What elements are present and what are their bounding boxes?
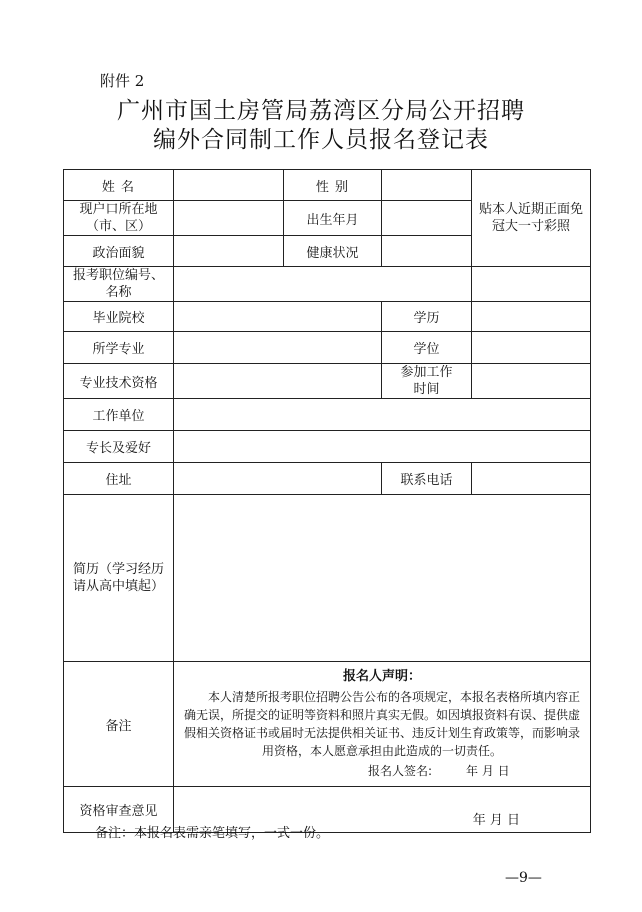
school-field[interactable] [174,302,382,332]
skills-field[interactable] [174,431,591,463]
review-date: 年 月 日 [472,813,520,828]
attachment-label: 附件 2 [100,72,145,90]
qualification-label: 专业技术资格 [64,364,174,399]
address-label: 住址 [64,463,174,495]
form-title-line2: 编外合同制工作人员报名登记表 [153,127,489,153]
gender-field[interactable] [382,170,472,201]
position-label [64,267,174,302]
form-row-school [64,302,591,332]
form-row-resume [64,495,591,662]
address-field[interactable] [174,463,382,495]
declaration-heading: 报名人声明： [342,669,421,684]
form-row-major [64,332,591,364]
major-field[interactable] [174,332,382,364]
position-field[interactable] [174,267,472,302]
declaration-body: 本人清楚所报考职位招聘公告公布的各项规定，本报名表格所填内容正确无误，所提交的证明等资料和照片真实无假。如因填报资料有误、提供虚假相关资格证书或届时无法提供相关证书、违反计划生育政策等，而影响录用资格，本人愿意承担由此造成的一切责任。 [184,690,581,758]
hukou-label-line1: 现户口所在地 [79,202,158,217]
registration-form-table [63,169,591,833]
form-row-employer [64,399,591,431]
employer-label: 工作单位 [64,399,174,431]
position-label-line2: 名称 [105,285,132,300]
phone-field[interactable] [472,463,591,495]
resume-label [64,495,174,662]
resume-label-line1: 简历（学习经历 [72,562,164,577]
health-field[interactable] [382,236,472,267]
qualification-field[interactable] [174,364,382,399]
signature-line[interactable] [184,762,580,780]
hukou-field[interactable] [174,201,284,236]
major-label: 所学专业 [64,332,174,364]
degree-field[interactable] [472,332,591,364]
resume-field[interactable] [174,495,591,662]
hukou-label [64,201,174,236]
name-label: 姓 名 [64,170,174,201]
form-row-remarks [64,662,591,787]
signature-date: 年 月 日 [466,764,510,778]
politics-label: 政治面貌 [64,236,174,267]
review-label: 资格审查意见 [64,787,174,833]
work-start-label [382,364,472,399]
form-title-line1: 广州市国土房管局荔湾区分局公开招聘 [117,98,525,124]
name-field[interactable] [174,170,284,201]
degree-label: 学位 [382,332,472,364]
health-label: 健康状况 [284,236,382,267]
birth-label: 出生年月 [284,201,382,236]
phone-label: 联系电话 [382,463,472,495]
work-start-label-line2: 时间 [413,382,440,397]
work-start-label-line1: 参加工作 [400,365,453,380]
gender-label: 性 别 [284,170,382,201]
education-label: 学历 [382,302,472,332]
resume-label-line2: 请从高中填起） [72,579,164,594]
form-row-address [64,463,591,495]
page-number: —9— [505,870,542,886]
signature-label: 报名人签名: [367,764,433,778]
position-label-line1: 报考职位编号、 [72,268,164,283]
politics-field[interactable] [174,236,284,267]
declaration-box [174,662,591,787]
form-row-skills [64,431,591,463]
position-extra-cell [472,267,591,302]
photo-label: 贴本人近期正面免冠大一寸彩照 [478,202,583,234]
employer-field[interactable] [174,399,591,431]
birth-field[interactable] [382,201,472,236]
form-row-position [64,267,591,302]
hukou-label-line2: （市、区） [85,219,151,234]
form-row-name [64,170,591,201]
form-row-qualification [64,364,591,399]
skills-label: 专长及爱好 [64,431,174,463]
education-field[interactable] [472,302,591,332]
photo-box[interactable] [472,170,591,267]
work-start-field[interactable] [472,364,591,399]
footer-note: 备注：本报名表需亲笔填写，一式一份。 [95,826,330,841]
school-label: 毕业院校 [64,302,174,332]
remarks-label: 备注 [64,662,174,787]
